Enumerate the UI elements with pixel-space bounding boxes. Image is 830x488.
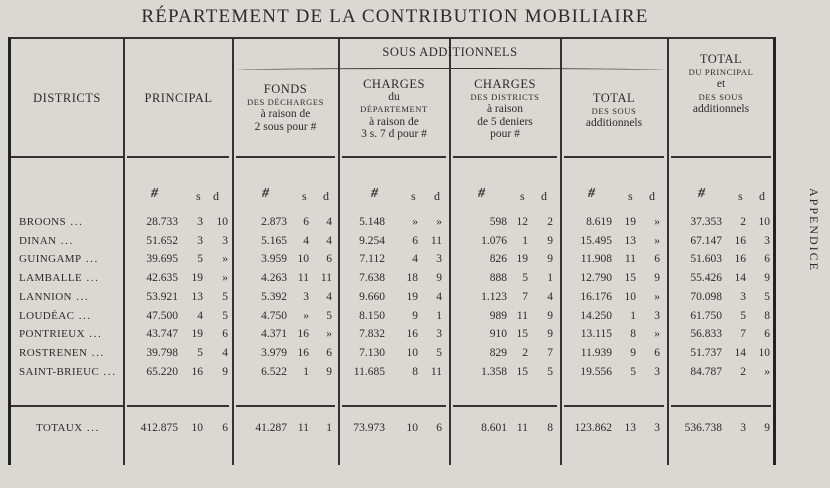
fonds-sous: 1 — [303, 366, 309, 378]
charges_dist-sous: 15 — [516, 366, 528, 378]
fonds-livres: 5.392 — [261, 291, 287, 303]
unit-livres-label: # — [698, 186, 705, 201]
fonds-livres: 4.371 — [261, 328, 287, 340]
principal-livres: 39.798 — [146, 347, 178, 359]
principal-deniers: » — [222, 253, 228, 265]
district-name: LANNION ... — [19, 291, 90, 303]
charges_dist-deniers: 9 — [547, 310, 553, 322]
header-rule — [671, 156, 771, 158]
header-fonds: FONDS DES DÉCHARGES à raison de 2 sous pour # — [247, 82, 324, 133]
total_sous-livres: 123.862 — [574, 422, 612, 434]
total_sous-livres: 11.908 — [580, 253, 612, 265]
header-principal: PRINCIPAL — [144, 91, 213, 105]
charges_dist-livres: 1.076 — [481, 235, 507, 247]
charges_dist-livres: 888 — [489, 272, 507, 284]
charges_dep-sous: 8 — [412, 366, 418, 378]
total-sous: 2 — [740, 366, 746, 378]
totals-rule — [236, 405, 335, 407]
fonds-sous: 10 — [297, 253, 309, 265]
total_sous-sous: 9 — [630, 347, 636, 359]
total-deniers: 10 — [758, 216, 770, 228]
unit-sous-label: s — [520, 189, 525, 203]
fonds-livres: 4.263 — [261, 272, 287, 284]
principal-sous: 3 — [197, 235, 203, 247]
total-sous: 3 — [740, 422, 746, 434]
fonds-deniers: 4 — [326, 291, 332, 303]
total_sous-livres: 11.939 — [580, 347, 612, 359]
charges_dist-deniers: 9 — [547, 253, 553, 265]
fonds-livres: 6.522 — [261, 366, 287, 378]
fonds-sous: 3 — [303, 291, 309, 303]
fonds-deniers: 9 — [326, 366, 332, 378]
unit-deniers-label: d — [759, 189, 765, 203]
total-deniers: 9 — [764, 272, 770, 284]
total_sous-livres: 14.250 — [580, 310, 612, 322]
district-name: PONTRIEUX ... — [19, 328, 103, 340]
header-rule — [236, 156, 335, 158]
unit-sous-label: s — [628, 189, 633, 203]
principal-livres: 53.921 — [146, 291, 178, 303]
totals-rule — [564, 405, 664, 407]
unit-sous-label: s — [738, 189, 743, 203]
charges_dist-sous: 11 — [516, 422, 528, 434]
charges_dist-livres: 8.601 — [481, 422, 507, 434]
total-sous: 3 — [740, 291, 746, 303]
unit-deniers-label: d — [649, 189, 655, 203]
charges_dist-deniers: 4 — [547, 291, 553, 303]
principal-sous: 3 — [197, 216, 203, 228]
charges_dep-deniers: » — [436, 216, 442, 228]
charges_dist-livres: 829 — [489, 347, 507, 359]
charges_dep-livres: 11.685 — [353, 366, 385, 378]
principal-livres: 51.652 — [146, 235, 178, 247]
fonds-sous: 11 — [297, 422, 309, 434]
charges_dist-livres: 989 — [489, 310, 507, 322]
charges_dep-sous: 4 — [412, 253, 418, 265]
district-name: LAMBALLE ... — [19, 272, 100, 284]
charges_dep-sous: 18 — [406, 272, 418, 284]
charges_dist-sous: 2 — [522, 347, 528, 359]
fonds-livres: 4.750 — [261, 310, 287, 322]
charges_dist-sous: 15 — [516, 328, 528, 340]
charges_dep-sous: 9 — [412, 310, 418, 322]
principal-sous: 10 — [191, 422, 203, 434]
charges_dep-livres: 7.130 — [359, 347, 385, 359]
header-total-sous: TOTAL DES SOUS additionnels — [585, 91, 643, 129]
district-name: ROSTRENEN ... — [19, 347, 105, 359]
principal-livres: 43.747 — [146, 328, 178, 340]
fonds-sous: 16 — [297, 347, 309, 359]
total-deniers: 10 — [758, 347, 770, 359]
principal-livres: 28.733 — [146, 216, 178, 228]
total-livres: 56.833 — [690, 328, 722, 340]
charges_dep-sous: » — [412, 216, 418, 228]
charges_dep-livres: 7.832 — [359, 328, 385, 340]
total_sous-livres: 8.619 — [586, 216, 612, 228]
totals-rule — [342, 405, 446, 407]
principal-sous: 19 — [191, 272, 203, 284]
fonds-sous: 4 — [303, 235, 309, 247]
total_sous-deniers: 6 — [654, 347, 660, 359]
total-livres: 55.426 — [690, 272, 722, 284]
fonds-deniers: 4 — [326, 216, 332, 228]
charges_dist-livres: 1.123 — [481, 291, 507, 303]
total-sous: 14 — [734, 272, 746, 284]
principal-deniers: 4 — [222, 347, 228, 359]
charges_dist-deniers: 8 — [547, 422, 553, 434]
charges_dep-deniers: 11 — [430, 235, 442, 247]
charges_dist-livres: 910 — [489, 328, 507, 340]
total_sous-livres: 15.495 — [580, 235, 612, 247]
charges_dist-deniers: 7 — [547, 347, 553, 359]
charges_dist-sous: 1 — [522, 235, 528, 247]
principal-livres: 47.500 — [146, 310, 178, 322]
fonds-livres: 2.873 — [261, 216, 287, 228]
total_sous-deniers: 3 — [654, 422, 660, 434]
totals-rule — [11, 405, 123, 407]
charges_dist-deniers: 9 — [547, 328, 553, 340]
unit-deniers-label: d — [323, 189, 329, 203]
fonds-sous: » — [303, 310, 309, 322]
district-name: LOUDÉAC ... — [19, 310, 92, 322]
fonds-sous: 6 — [303, 216, 309, 228]
charges_dep-deniers: 3 — [436, 253, 442, 265]
fonds-sous: 16 — [297, 328, 309, 340]
total-livres: 67.147 — [690, 235, 722, 247]
total_sous-sous: 19 — [624, 216, 636, 228]
page-title: RÉPARTEMENT DE LA CONTRIBUTION MOBILIAIRE — [141, 6, 649, 27]
principal-livres: 412.875 — [140, 422, 178, 434]
principal-sous: 13 — [191, 291, 203, 303]
fonds-deniers: 1 — [326, 422, 332, 434]
total_sous-deniers: 9 — [654, 272, 660, 284]
principal-livres: 39.695 — [146, 253, 178, 265]
total_sous-deniers: 3 — [654, 366, 660, 378]
total-deniers: 9 — [764, 422, 770, 434]
total-livres: 536.738 — [684, 422, 722, 434]
header-rule — [453, 156, 557, 158]
charges_dep-livres: 5.148 — [359, 216, 385, 228]
district-name: BROONS ... — [19, 216, 84, 228]
fonds-deniers: 5 — [326, 310, 332, 322]
fonds-deniers: » — [326, 328, 332, 340]
total-sous: 16 — [734, 235, 746, 247]
fonds-livres: 3.959 — [261, 253, 287, 265]
charges_dep-deniers: 3 — [436, 328, 442, 340]
district-name: SAINT-BRIEUC ... — [19, 366, 117, 378]
principal-deniers: 3 — [222, 235, 228, 247]
total_sous-sous: 1 — [630, 310, 636, 322]
charges_dist-sous: 12 — [516, 216, 528, 228]
total_sous-livres: 19.556 — [580, 366, 612, 378]
header-rule — [564, 156, 664, 158]
charges_dep-deniers: 6 — [436, 422, 442, 434]
fonds-deniers: 11 — [320, 272, 332, 284]
total-sous: 5 — [740, 310, 746, 322]
charges_dep-livres: 9.660 — [359, 291, 385, 303]
total-livres: 51.603 — [690, 253, 722, 265]
total-sous: 14 — [734, 347, 746, 359]
totals-rule — [127, 405, 229, 407]
unit-livres-label: # — [588, 186, 595, 201]
unit-sous-label: s — [302, 189, 307, 203]
principal-livres: 65.220 — [146, 366, 178, 378]
total-deniers: 3 — [764, 235, 770, 247]
total-livres: 51.737 — [690, 347, 722, 359]
total_sous-livres: 13.115 — [580, 328, 612, 340]
totals-rule — [453, 405, 557, 407]
charges_dep-livres: 8.150 — [359, 310, 385, 322]
unit-deniers-label: d — [541, 189, 547, 203]
total_sous-livres: 16.176 — [580, 291, 612, 303]
fonds-sous: 11 — [297, 272, 309, 284]
unit-sous-label: s — [196, 189, 201, 203]
total_sous-sous: 5 — [630, 366, 636, 378]
total_sous-deniers: » — [654, 216, 660, 228]
header-charges-departement: CHARGES du DÉPARTEMENT à raison de 3 s. 7 d pour # — [360, 77, 428, 140]
charges_dep-deniers: 5 — [436, 347, 442, 359]
charges_dist-livres: 1.358 — [481, 366, 507, 378]
unit-livres-label: # — [151, 186, 158, 201]
charges_dep-sous: 19 — [406, 291, 418, 303]
charges_dep-deniers: 4 — [436, 291, 442, 303]
principal-deniers: 5 — [222, 291, 228, 303]
principal-sous: 5 — [197, 347, 203, 359]
unit-livres-label: # — [478, 186, 485, 201]
total_sous-deniers: 3 — [654, 310, 660, 322]
total-livres: 84.787 — [690, 366, 722, 378]
total_sous-sous: 15 — [624, 272, 636, 284]
charges_dist-deniers: 1 — [547, 272, 553, 284]
total_sous-livres: 12.790 — [580, 272, 612, 284]
total-sous: 7 — [740, 328, 746, 340]
principal-sous: 19 — [191, 328, 203, 340]
unit-sous-label: s — [411, 189, 416, 203]
totals-label: TOTAUX ... — [36, 422, 100, 434]
fonds-livres: 3.979 — [261, 347, 287, 359]
total-deniers: 8 — [764, 310, 770, 322]
total-deniers: » — [764, 366, 770, 378]
total-livres: 70.098 — [690, 291, 722, 303]
principal-deniers: 5 — [222, 310, 228, 322]
charges_dist-sous: 19 — [516, 253, 528, 265]
totals-rule — [671, 405, 771, 407]
principal-sous: 4 — [197, 310, 203, 322]
total-deniers: 6 — [764, 328, 770, 340]
principal-deniers: 6 — [222, 422, 228, 434]
fonds-deniers: 4 — [326, 235, 332, 247]
total-livres: 37.353 — [690, 216, 722, 228]
charges_dist-livres: 826 — [489, 253, 507, 265]
charges_dep-deniers: 9 — [436, 272, 442, 284]
header-rule — [342, 156, 446, 158]
charges_dep-livres: 73.973 — [353, 422, 385, 434]
total_sous-sous: 13 — [624, 422, 636, 434]
total_sous-deniers: » — [654, 291, 660, 303]
charges_dist-livres: 598 — [489, 216, 507, 228]
header-charges-districts: CHARGES DES DISTRICTS à raison de 5 deniers pour # — [470, 77, 540, 140]
total_sous-deniers: » — [654, 235, 660, 247]
charges_dep-sous: 10 — [406, 422, 418, 434]
total_sous-deniers: » — [654, 328, 660, 340]
charges_dep-deniers: 1 — [436, 310, 442, 322]
unit-deniers-label: d — [213, 189, 219, 203]
charges_dist-sous: 11 — [516, 310, 528, 322]
principal-sous: 5 — [197, 253, 203, 265]
charges_dep-sous: 10 — [406, 347, 418, 359]
unit-livres-label: # — [371, 186, 378, 201]
fonds-deniers: 6 — [326, 347, 332, 359]
charges_dist-sous: 7 — [522, 291, 528, 303]
principal-deniers: 6 — [222, 328, 228, 340]
charges_dep-livres: 7.638 — [359, 272, 385, 284]
charges_dep-deniers: 11 — [430, 366, 442, 378]
charges_dist-deniers: 9 — [547, 235, 553, 247]
principal-deniers: 10 — [216, 216, 228, 228]
header-rule — [127, 156, 229, 158]
total-sous: 2 — [740, 216, 746, 228]
header-districts: DISTRICTS — [33, 91, 101, 105]
charges_dist-sous: 5 — [522, 272, 528, 284]
charges_dep-sous: 16 — [406, 328, 418, 340]
principal-deniers: » — [222, 272, 228, 284]
header-rule — [11, 156, 123, 158]
principal-sous: 16 — [191, 366, 203, 378]
header-sous-additionnels: SOUS ADDITIONNELS — [382, 45, 518, 59]
principal-deniers: 9 — [222, 366, 228, 378]
unit-livres-label: # — [262, 186, 269, 201]
fonds-deniers: 6 — [326, 253, 332, 265]
fonds-livres: 41.287 — [255, 422, 287, 434]
principal-livres: 42.635 — [146, 272, 178, 284]
district-name: DINAN ... — [19, 235, 74, 247]
charges_dist-deniers: 2 — [547, 216, 553, 228]
side-label: APPENDICE — [807, 188, 821, 273]
total-livres: 61.750 — [690, 310, 722, 322]
total-deniers: 6 — [764, 253, 770, 265]
fonds-livres: 5.165 — [261, 235, 287, 247]
charges_dist-deniers: 5 — [547, 366, 553, 378]
group-rule — [238, 68, 663, 72]
charges_dep-livres: 9.254 — [359, 235, 385, 247]
unit-deniers-label: d — [434, 189, 440, 203]
total-sous: 16 — [734, 253, 746, 265]
total_sous-sous: 13 — [624, 235, 636, 247]
charges_dep-sous: 6 — [412, 235, 418, 247]
district-name: GUINGAMP ... — [19, 253, 99, 265]
total_sous-sous: 11 — [624, 253, 636, 265]
total_sous-sous: 8 — [630, 328, 636, 340]
charges_dep-livres: 7.112 — [359, 253, 385, 265]
total_sous-sous: 10 — [624, 291, 636, 303]
total_sous-deniers: 6 — [654, 253, 660, 265]
total-deniers: 5 — [764, 291, 770, 303]
header-total: TOTAL DU PRINCIPAL et DES SOUS additionnels — [688, 52, 754, 115]
